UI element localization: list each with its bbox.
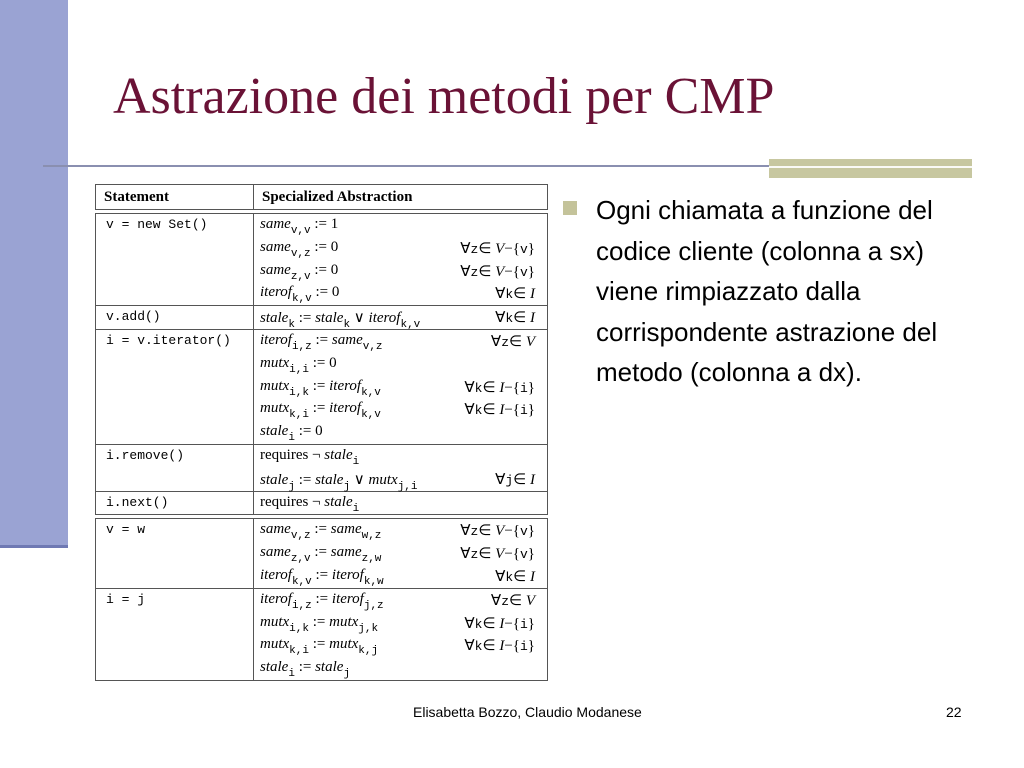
abstraction-line [254,565,547,588]
abstraction-expression: requires ¬ stale$_i$ [260,446,360,468]
abstraction-line [254,376,547,399]
table-row [96,305,547,332]
abstraction-cell [254,330,547,444]
abstraction-line [254,612,547,635]
table-row [96,444,547,491]
abstraction-expression: requires ¬ stale$_i$ [260,493,360,515]
abstraction-expression: mutx$_{i,k}$ := iterof$_{k,v}$ [260,377,381,399]
abstraction-line [254,282,547,305]
header-statement: Statement [96,185,254,209]
table-body [95,210,548,681]
quantifier-condition: ∀k∈ I [495,568,535,585]
quantifier-condition: ∀z∈ V−{v} [460,523,535,540]
table-row [96,519,547,587]
abstraction-expression: iterof$_{i,z}$ := same$_{v,z}$ [260,331,383,353]
quantifier-condition: ∀j∈ I [495,471,535,488]
statement-cell: i.remove() [96,445,254,491]
abstraction-expression: iterof$_{i,z}$ := iterof$_{j,z}$ [260,590,384,612]
quantifier-condition: ∀k∈ I−{i} [464,615,535,632]
abstraction-expression: stale$_k$ := stale$_k$ ∨ iterof$_{k,v}$ [260,310,421,332]
abstraction-cell [254,445,547,491]
abstraction-line [254,589,547,612]
statement-cell: v = w [96,519,254,587]
abstraction-cell [254,589,547,680]
quantifier-condition: ∀z∈ V [490,592,535,609]
left-band-bottom-edge [0,545,68,548]
abstraction-line [254,492,547,515]
statement-cell: v.add() [96,306,254,329]
quantifier-condition: ∀k∈ I [495,310,535,327]
abstraction-line [254,353,547,376]
header-specialized-abstraction: Specialized Abstraction [262,189,413,205]
abstraction-line [254,657,547,680]
statement-cell: i = j [96,589,254,680]
square-bullet-icon [563,201,577,215]
table-row [96,214,547,305]
abstraction-line [254,214,547,237]
table-row [96,329,547,444]
quantifier-condition: ∀z∈ V−{v} [460,263,535,280]
quantifier-condition: ∀k∈ I [495,286,535,303]
abstraction-cell [254,492,547,515]
abstraction-line [254,330,547,353]
abstraction-expression: mutx$_{k,i}$ := iterof$_{k,v}$ [260,400,381,422]
abstraction-line [254,421,547,444]
abstraction-expression: stale$_i$ := stale$_j$ [260,659,351,681]
page-number: 22 [946,704,962,720]
abstraction-line [254,260,547,283]
abstraction-line [254,445,547,468]
abstraction-cell [254,306,547,332]
abstraction-expression: same$_{z,v}$ := same$_{z,w}$ [260,544,382,566]
abstraction-line [254,398,547,421]
abstraction-cell [254,214,547,305]
bullet-text: Ogni chiamata a funzione del codice cliente (colonna a sx) viene rimpiazzato dalla corrispondente astrazione del metodo (colonna a dx). [596,195,938,387]
abstraction-expression: stale$_i$ := 0 [260,423,323,445]
table-group [95,518,548,681]
statement-cell: i = v.iterator() [96,330,254,444]
quantifier-condition: ∀z∈ V [490,333,535,350]
table-row [96,491,547,515]
statement-cell: v = new Set() [96,214,254,305]
accent-bar [769,159,972,178]
abstraction-expression: mutx$_{i,k}$ := mutx$_{j,k}$ [260,613,379,635]
abstraction-expression: same$_{v,z}$ := same$_{w,z}$ [260,521,382,543]
footer-authors: Elisabetta Bozzo, Claudio Modanese [413,704,642,720]
abstraction-line [254,237,547,260]
abstraction-expression: same$_{v,v}$ := 1 [260,216,339,237]
abstraction-line [254,468,547,491]
abstraction-expression: stale$_j$ := stale$_j$ ∨ mutx$_{j,i}$ [260,471,418,493]
abstraction-expression: iterof$_{k,v}$ := 0 [260,284,340,306]
table-header-row [95,184,548,210]
abstraction-expression: mutx$_{i,i}$ := 0 [260,354,337,376]
abstraction-line [254,634,547,657]
abstraction-line [254,519,547,542]
abstraction-expression: same$_{v,z}$ := 0 [260,238,339,260]
abstraction-cell [254,519,547,587]
statement-cell: i.next() [96,492,254,515]
abstraction-expression: mutx$_{k,i}$ := mutx$_{k,j}$ [260,636,379,658]
quantifier-condition: ∀k∈ I−{i} [464,379,535,396]
quantifier-condition: ∀k∈ I−{i} [464,402,535,419]
abstraction-line [254,306,547,332]
left-decorative-band [0,0,68,548]
quantifier-condition: ∀k∈ I−{i} [464,638,535,655]
table-row [96,588,547,680]
title-underline [43,165,771,167]
quantifier-condition: ∀z∈ V−{v} [460,546,535,563]
abstraction-table [95,184,548,681]
abstraction-expression: iterof$_{k,v}$ := iterof$_{k,w}$ [260,566,384,588]
table-group [95,213,548,515]
abstraction-line [254,542,547,565]
quantifier-condition: ∀z∈ V−{v} [460,240,535,257]
abstraction-expression: same$_{z,v}$ := 0 [260,261,339,283]
slide-title: Astrazione dei metodi per CMP [113,68,775,125]
accent-bar-stripe [769,166,972,168]
